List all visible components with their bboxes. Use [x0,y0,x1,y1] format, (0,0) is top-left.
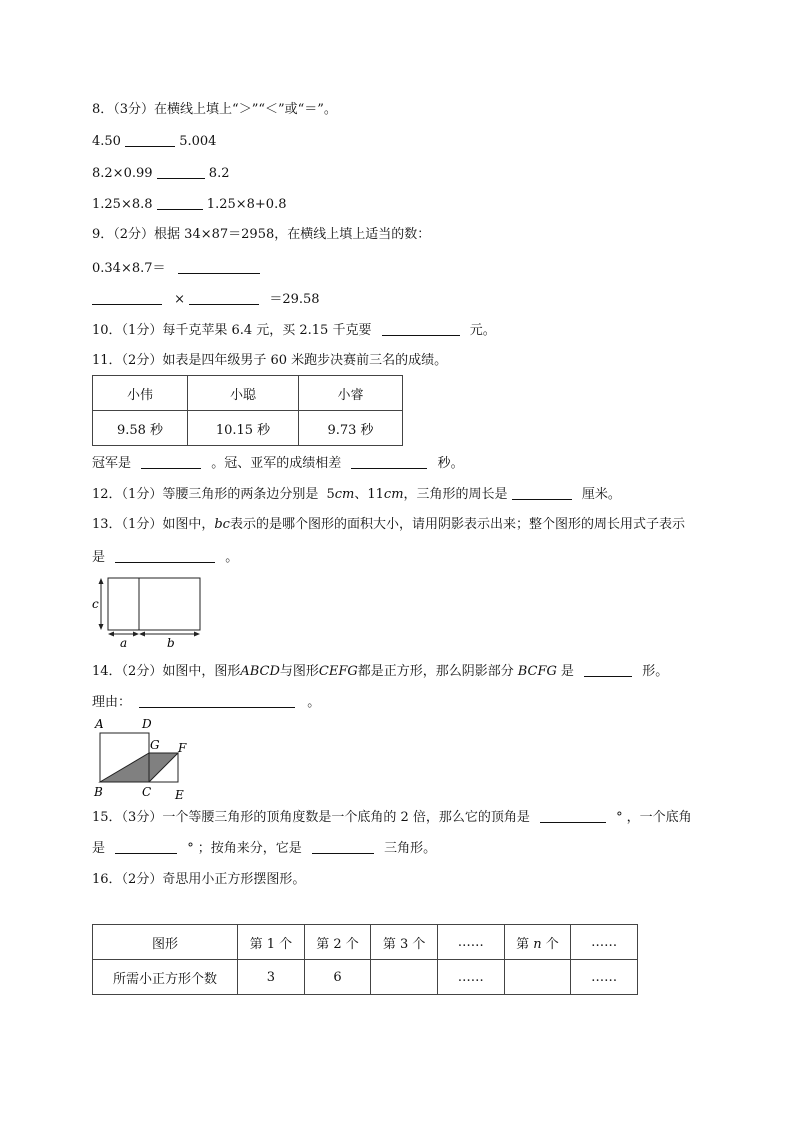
q14-figure [90,716,200,802]
q14-line-2 [92,693,320,712]
q16-r3[interactable] [371,960,438,995]
q10-line [92,321,496,340]
q16-h2: 第 2 个 [304,925,371,960]
table-row [93,960,638,995]
q16-h5-pre: 第 [516,936,530,952]
q9-r1-blank[interactable] [178,259,260,274]
q8-heading: 8．（3分）在横线上填上“＞”“＜”或“＝”。 [92,102,337,117]
q16-h0: 图形 [93,925,238,960]
q16-r4: …… [437,960,504,995]
q12-unit-1: cm [334,487,355,502]
q16-h5 [504,925,571,960]
q14-bcfg: BCFG [517,664,557,679]
q13-blank[interactable] [115,548,215,563]
q16-r5[interactable] [504,960,571,995]
q14-reason-pre: 理由： [92,695,132,710]
q14-pre: 14．（2分）如图中，图形 [92,664,241,679]
table-row [93,925,638,960]
q14-shape-blank[interactable] [584,662,632,677]
q14-label-c: C [142,785,152,799]
q14-shaded-bcfg [100,753,178,782]
q9-times: × [174,292,186,307]
q11-time-3: 9.73 秒 [299,411,403,446]
q15-type-blank[interactable] [312,839,374,854]
q16-r6: …… [571,960,638,995]
q13-pre: 13．（1分）如图中， [92,517,215,532]
q13-l2-post: 。 [225,550,239,565]
q9-r2-blank-1[interactable] [92,290,162,305]
q14-label-a: A [95,717,104,731]
q11-champion-blank[interactable] [141,454,201,469]
q12-sep: 、 [354,487,368,502]
q8-r1-right: 5.004 [179,134,217,149]
q15-vertex-blank[interactable] [540,808,606,823]
table-row [93,411,403,446]
q15-deg-2: ° [187,841,194,856]
q8-r1-left: 4.50 [92,134,121,149]
q13-post: 表示的是哪个图形的面积大小，请用阴影表示出来；整个图形的周长用式子表示 [229,517,685,532]
q13-label-c: c [92,597,99,611]
q15-l1-pre: 15．（3分）一个等腰三角形的顶角度数是一个底角的 2 倍，那么它的顶角是 [92,810,530,825]
q8-r3-blank[interactable] [157,195,203,210]
q15-deg-1: ° [616,810,623,825]
q13-label-a: a [120,636,128,650]
q13-a-arrow-left [108,632,114,637]
q8-r3-right: 1.25×8+0.8 [206,197,287,212]
q16-heading: 16．（2分）奇思用小正方形摆图形。 [92,872,306,887]
q15-l1-post: ，一个底角 [626,810,692,825]
q8-row-2 [92,164,229,183]
q11-a-pre: 冠军是 [92,456,132,471]
q13-line-2 [92,548,238,567]
q16-h1: 第 1 个 [238,925,305,960]
q14-label-f: F [178,741,187,755]
q16-r2: 6 [304,960,371,995]
q14-mid3: 是 [560,664,574,679]
q11-answer-line [92,454,464,473]
q12-post: 厘米。 [581,487,621,502]
q14-line-1 [92,662,668,681]
q16-h4: …… [437,925,504,960]
q8-r2-left: 8.2×0.99 [92,166,153,181]
q10-blank[interactable] [382,321,460,336]
q15-l2-pre: 是 [92,841,106,856]
table-row [93,376,403,411]
q11-diff-blank[interactable] [351,454,427,469]
q12-line [92,485,621,504]
q13-b-arrow-right [194,632,200,637]
q13-line-1 [92,516,685,534]
q8-r2-blank[interactable] [157,164,205,179]
q14-cefg: CEFG [318,664,358,679]
q13-outer-rect [108,578,200,630]
q16-table [92,924,638,995]
q14-reason-blank[interactable] [139,693,295,708]
q13-b-arrow-left [139,632,145,637]
q14-abcd: ABCD [240,664,280,679]
q13-l2-pre: 是 [92,550,106,565]
q9-heading: 9．（2分）根据 34×87＝2958，在横线上填上适当的数： [92,227,431,242]
q12-side-2: 11 [367,487,384,502]
q13-label-b: b [167,636,175,650]
q8-r1-blank[interactable] [125,132,175,147]
q12-blank[interactable] [512,485,572,500]
q11-table [92,375,403,446]
q13-bc: bc [214,517,230,532]
q11-a-post: 秒。 [437,456,464,471]
q9-eq: ＝29.58 [269,292,320,307]
q15-base-blank[interactable] [115,839,177,854]
q16-h3: 第 3 个 [371,925,438,960]
q13-a-arrow-right [133,632,139,637]
q9-r1-expr: 0.34×8.7＝ [92,261,166,276]
q16-h5-post: 个 [545,936,559,952]
q9-row-2 [92,290,320,309]
q16-h5-n: n [533,936,542,952]
q11-name-3: 小睿 [299,376,403,411]
q14-label-g: G [150,738,160,752]
q11-time-1: 9.58 秒 [93,411,188,446]
q8-r2-right: 8.2 [208,166,230,181]
q11-name-2: 小聪 [188,376,299,411]
q14-label-d: D [142,717,152,731]
q15-l2-mid: ；按角来分，它是 [197,841,302,856]
q11-heading: 11．（2分）如表是四年级男子 60 米跑步决赛前三名的成绩。 [92,353,448,368]
q13-c-arrow-bottom [99,624,104,630]
q11-a-mid: 。冠、亚军的成绩相差 [211,456,342,471]
q14-label-b: B [94,785,103,799]
q12-unit-2: cm [383,487,404,502]
q15-l2-post: 三角形。 [384,841,437,856]
q8-row-3 [92,195,286,214]
q9-row-1 [92,259,260,278]
q16-h6: …… [571,925,638,960]
q14-reason-post: 。 [307,695,321,710]
q9-r2-blank-2[interactable] [189,290,259,305]
q11-name-1: 小伟 [93,376,188,411]
q8-r3-left: 1.25×8.8 [92,197,153,212]
q11-time-2: 10.15 秒 [188,411,299,446]
q15-line-2 [92,839,436,858]
q16-r1: 3 [238,960,305,995]
q8-row-1 [92,132,216,151]
q16-r0: 所需小正方形个数 [93,960,238,995]
q12-side-1: 5 [326,487,335,502]
q10-pre: 10．（1分）每千克苹果 6.4 元，买 2.15 千克要 [92,323,372,338]
q14-mid2: 都是正方形，那么阴影部分 [357,664,514,679]
q13-figure [88,572,208,652]
q12-pre: 12．（1分）等腰三角形的两条边分别是 [92,487,319,502]
q10-post: 元。 [469,323,496,338]
q14-post: 形。 [642,664,669,679]
q15-line-1 [92,808,692,827]
q14-mid1: 与图形 [279,664,319,679]
q14-label-e: E [175,788,184,802]
q13-c-arrow-top [99,578,104,584]
q12-mid: ，三角形的周长是 [403,487,508,502]
